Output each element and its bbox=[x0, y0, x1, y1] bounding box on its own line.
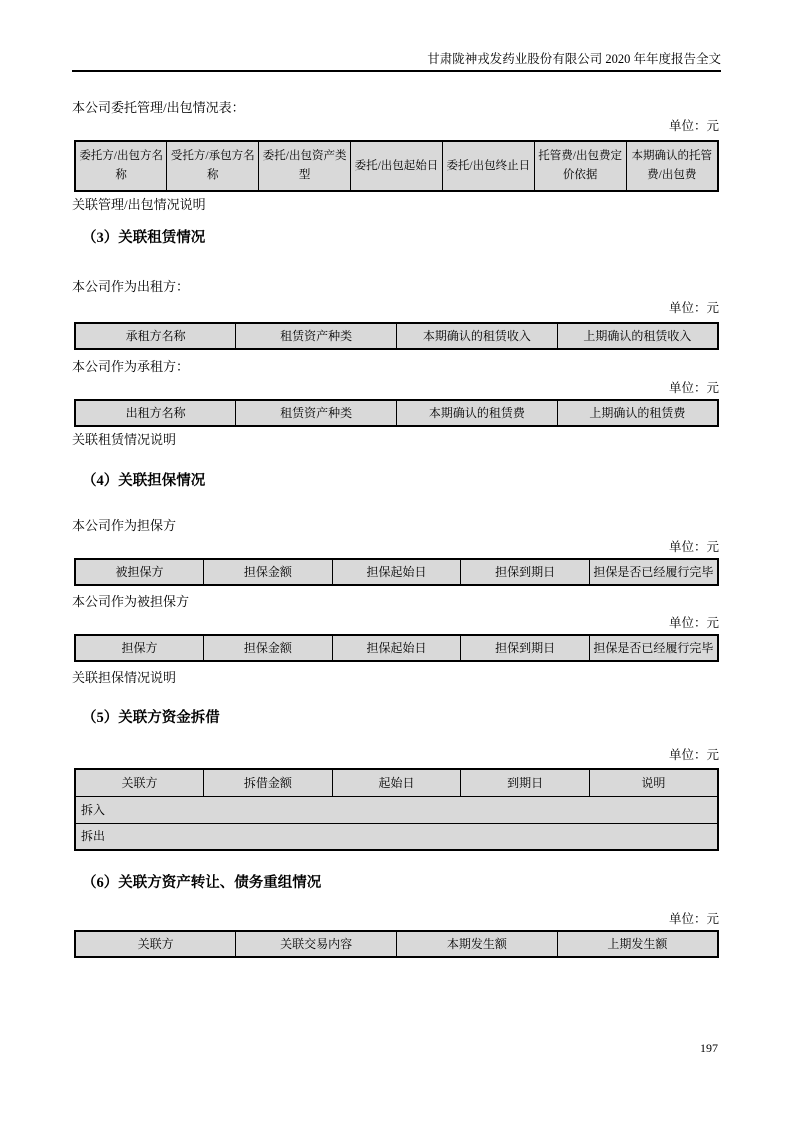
column-header: 担保金额 bbox=[204, 635, 333, 661]
entrust-note: 关联管理/出包情况说明 bbox=[72, 197, 206, 212]
unit-label: 单位：元 bbox=[668, 748, 719, 762]
column-header: 担保方 bbox=[75, 635, 204, 661]
section-heading-transfer: （6）关联方资产转让、债务重组情况 bbox=[82, 875, 322, 891]
column-header: 租赁资产种类 bbox=[236, 400, 397, 426]
lessee-intro: 本公司作为承租方： bbox=[72, 359, 190, 374]
column-header: 担保起始日 bbox=[332, 559, 461, 585]
document-header-title: 甘肃陇神戎发药业股份有限公司 2020 年年度报告全文 bbox=[427, 52, 721, 66]
column-header: 担保金额 bbox=[204, 559, 333, 585]
table-header-row bbox=[75, 769, 718, 796]
unit-label: 单位：元 bbox=[668, 381, 719, 395]
column-header: 担保到期日 bbox=[461, 559, 590, 585]
guaranteed-table bbox=[74, 634, 719, 662]
table-header-row bbox=[75, 141, 718, 191]
table-header-row bbox=[75, 559, 718, 585]
table-row bbox=[75, 796, 718, 823]
column-header: 被担保方 bbox=[75, 559, 204, 585]
column-header: 托管费/出包费定价依据 bbox=[534, 141, 626, 191]
guarantor-intro: 本公司作为担保方 bbox=[72, 518, 177, 533]
column-header: 担保是否已经履行完毕 bbox=[589, 635, 718, 661]
column-header: 委托方/出包方名称 bbox=[75, 141, 167, 191]
section-heading-lease: （3）关联租赁情况 bbox=[82, 230, 206, 246]
column-header: 关联方 bbox=[75, 769, 204, 796]
column-header: 本期发生额 bbox=[397, 931, 558, 957]
column-header: 本期确认的租赁收入 bbox=[397, 323, 558, 349]
column-header: 担保到期日 bbox=[461, 635, 590, 661]
column-header: 上期确认的租赁费 bbox=[557, 400, 718, 426]
column-header: 上期发生额 bbox=[557, 931, 718, 957]
lease-note: 关联租赁情况说明 bbox=[72, 432, 177, 447]
column-header: 本期确认的租赁费 bbox=[397, 400, 558, 426]
column-header: 租赁资产种类 bbox=[236, 323, 397, 349]
column-header: 本期确认的托管费/出包费 bbox=[626, 141, 718, 191]
unit-label: 单位：元 bbox=[668, 616, 719, 630]
guaranteed-intro: 本公司作为被担保方 bbox=[72, 594, 190, 609]
transfer-table bbox=[74, 930, 719, 958]
lending-table bbox=[74, 768, 719, 851]
section-heading-lending: （5）关联方资金拆借 bbox=[82, 710, 220, 726]
lessor-intro: 本公司作为出租方： bbox=[72, 279, 190, 294]
table-header-row bbox=[75, 400, 718, 426]
column-header: 关联方 bbox=[75, 931, 236, 957]
table-header-row bbox=[75, 931, 718, 957]
entrust-table bbox=[74, 140, 719, 192]
column-header: 到期日 bbox=[461, 769, 590, 796]
column-header: 担保是否已经履行完毕 bbox=[589, 559, 718, 585]
lessor-table bbox=[74, 322, 719, 350]
lessee-table bbox=[74, 399, 719, 427]
section-heading-guarantee: （4）关联担保情况 bbox=[82, 473, 206, 489]
table-row bbox=[75, 823, 718, 850]
column-header: 承租方名称 bbox=[75, 323, 236, 349]
table-header-row bbox=[75, 323, 718, 349]
entrust-intro: 本公司委托管理/出包情况表： bbox=[72, 100, 245, 115]
column-header: 上期确认的租赁收入 bbox=[557, 323, 718, 349]
header-rule bbox=[72, 70, 721, 72]
guarantee-note: 关联担保情况说明 bbox=[72, 670, 177, 685]
column-header: 起始日 bbox=[332, 769, 461, 796]
unit-label: 单位：元 bbox=[668, 540, 719, 554]
row-label-borrow-in: 拆入 bbox=[75, 796, 718, 823]
column-header: 委托/出包资产类型 bbox=[259, 141, 351, 191]
column-header: 说明 bbox=[589, 769, 718, 796]
unit-label: 单位：元 bbox=[668, 301, 719, 315]
row-label-lend-out: 拆出 bbox=[75, 823, 718, 850]
column-header: 委托/出包终止日 bbox=[442, 141, 534, 191]
unit-label: 单位：元 bbox=[668, 119, 719, 133]
guarantor-table bbox=[74, 558, 719, 586]
column-header: 拆借金额 bbox=[204, 769, 333, 796]
column-header: 委托/出包起始日 bbox=[351, 141, 443, 191]
unit-label: 单位：元 bbox=[668, 912, 719, 926]
column-header: 担保起始日 bbox=[332, 635, 461, 661]
page-number: 197 bbox=[700, 1041, 718, 1055]
column-header: 关联交易内容 bbox=[236, 931, 397, 957]
table-header-row bbox=[75, 635, 718, 661]
column-header: 出租方名称 bbox=[75, 400, 236, 426]
column-header: 受托方/承包方名称 bbox=[167, 141, 259, 191]
